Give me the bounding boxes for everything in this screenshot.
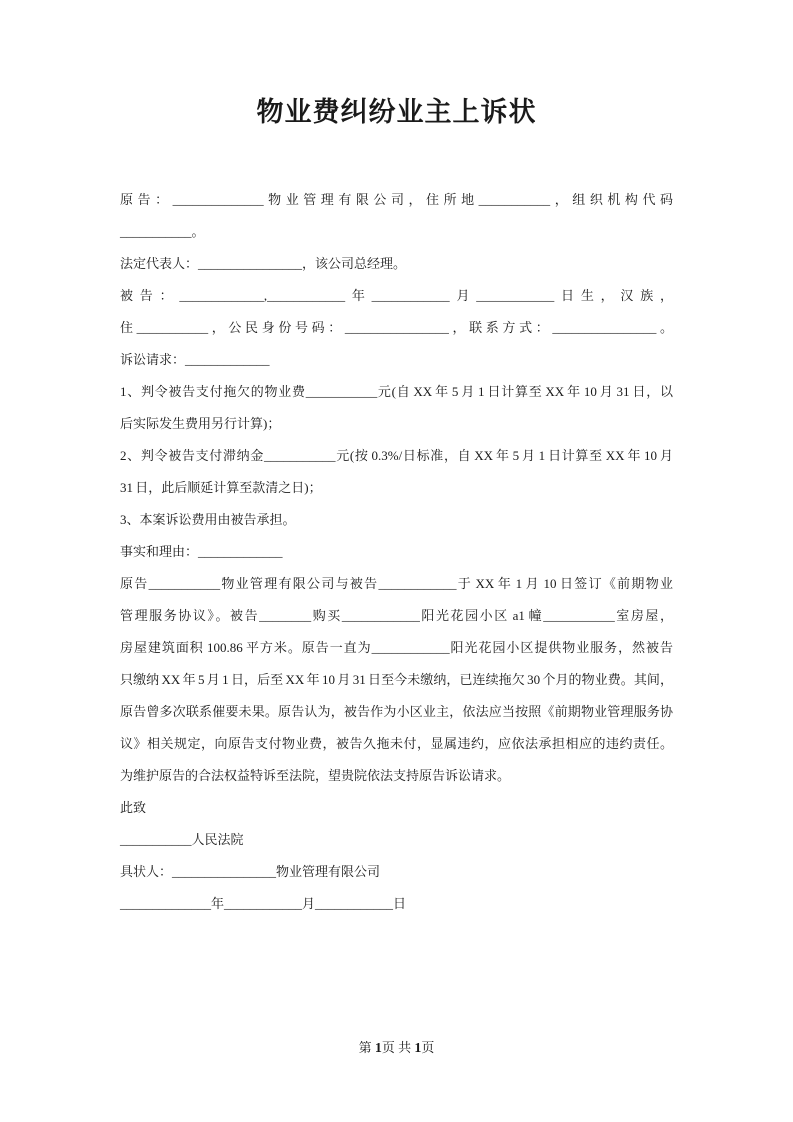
facts-paragraph-line: 原告___________物业管理有限公司与被告____________于 XX 年 1 月 10 日签订《前期物业 <box>120 576 673 591</box>
date-line: ______________年____________月____________日 <box>120 896 407 911</box>
closing-salutation: 此致 <box>120 800 147 815</box>
facts-paragraph-line: 议》相关规定，向原告支付物业费，被告久拖未付，显属违约，应依法承担相应的违约责任。 <box>120 736 673 751</box>
court-line: ___________人民法院 <box>120 832 244 847</box>
plaintiff-line: 原告：______________物业管理有限公司，住所地___________，组织机构代码 <box>120 192 673 207</box>
facts-paragraph-line: 只缴纳 XX 年 5 月 1 日，后至 XX 年 10 月 31 日至今未缴纳，已连续拖欠 30 个月的物业费。其间， <box>120 672 673 687</box>
footer-middle: 页 共 <box>381 1040 412 1055</box>
claim-2-line-cont: 31 日，此后顺延计算至款清之日)； <box>120 480 322 495</box>
claim-1-line-cont: 后实际发生费用另行计算)； <box>120 416 281 431</box>
total-page-number: 1 <box>414 1041 422 1056</box>
document-body <box>120 184 673 920</box>
petitioner-line: 具状人：________________物业管理有限公司 <box>120 864 381 879</box>
claims-heading: 诉讼请求：_____________ <box>120 352 270 367</box>
facts-paragraph-line: 房屋建筑面积 100.86 平方米。原告一直为____________阳光花园小区提供物业服务，然被告 <box>120 640 673 655</box>
footer-prefix: 第 <box>358 1040 372 1055</box>
defendant-line: 被告：_____________,____________年____________月____________日生，汉族， <box>120 288 673 303</box>
facts-paragraph-line: 管理服务协议》。被告________购买____________阳光花园小区 a1 幢___________室房屋， <box>120 608 673 623</box>
plaintiff-line-cont: ___________。 <box>120 224 205 239</box>
page-footer <box>0 1038 793 1059</box>
facts-paragraph-line: 为维护原告的合法权益特诉至法院，望贵院依法支持原告诉讼请求。 <box>120 768 511 783</box>
claim-3-line: 3、本案诉讼费用由被告承担。 <box>120 512 296 527</box>
facts-heading: 事实和理由：_____________ <box>120 544 283 559</box>
current-page-number: 1 <box>374 1041 382 1056</box>
facts-paragraph-line: 原告曾多次联系催要未果。原告认为，被告作为小区业主，依法应当按照《前期物业管理服务协 <box>120 704 673 719</box>
defendant-line-cont: 住___________，公民身份号码：________________，联系方式：________________。 <box>120 320 673 335</box>
claim-2-line: 2、判令被告支付滞纳金___________元(按 0.3%/日标准，自 XX 年 5 月 1 日计算至 XX 年 10 月 <box>120 448 673 463</box>
footer-suffix: 页 <box>421 1040 435 1055</box>
claim-1-line: 1、判令被告支付拖欠的物业费___________元(自 XX 年 5 月 1 日计算至 XX 年 10 月 31 日，以 <box>120 384 673 399</box>
document-title: 物业费纠纷业主上诉状 <box>256 97 537 127</box>
legal-representative-line: 法定代表人：________________，该公司总经理。 <box>120 256 407 271</box>
